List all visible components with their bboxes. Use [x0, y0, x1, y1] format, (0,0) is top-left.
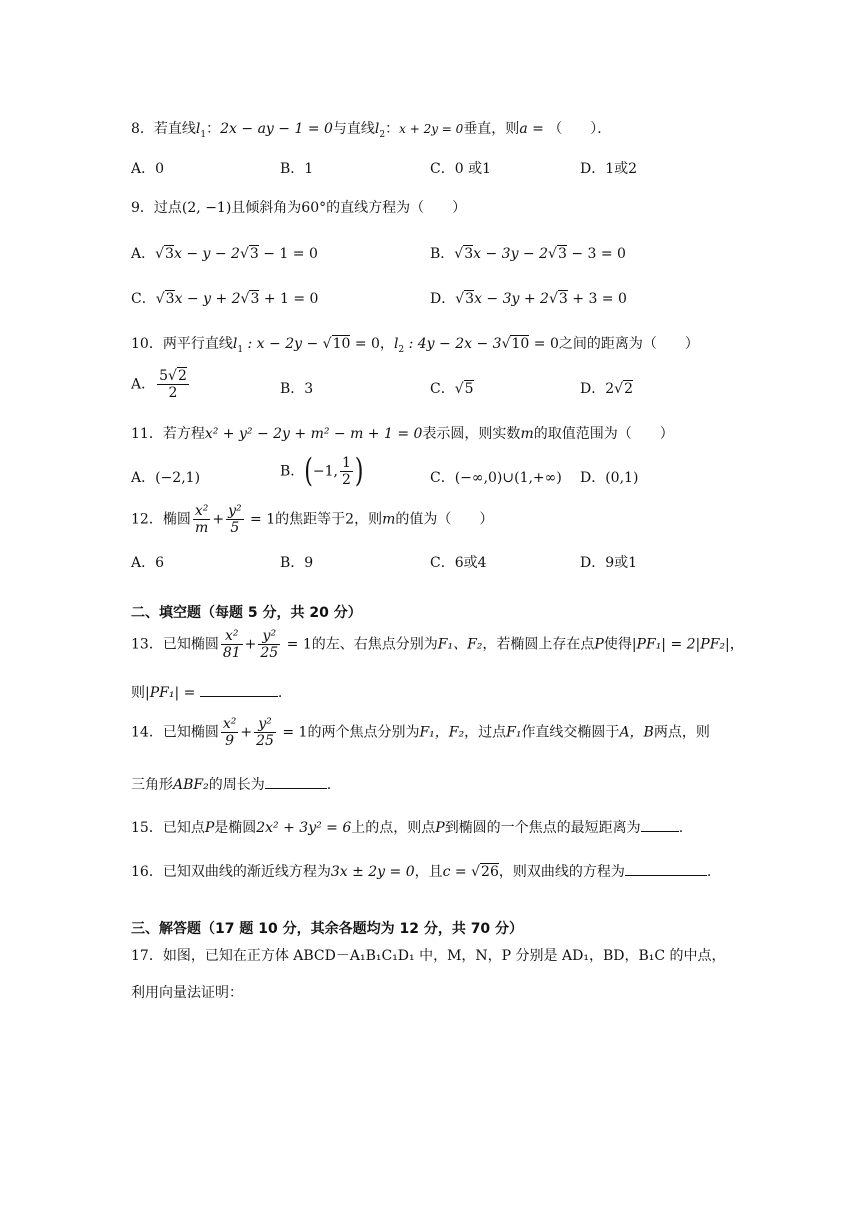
q12-two: 2: [345, 511, 355, 528]
q8-colon2: ：: [385, 121, 400, 137]
q12-option-b: B．9: [280, 555, 314, 571]
q11-text: 若方程: [162, 426, 205, 442]
question-14: 14．已知椭圆 $\frac{\text{x²}}{9}$ + $\frac{\text{y²}}{25}$ = 1的两个焦点分别为F₁，F₂，过点F₁作直线交椭圆于A，B两点，则: [131, 716, 710, 750]
q13-f1-num: x²: [221, 628, 243, 645]
q9-option-d-label: D．: [430, 291, 456, 307]
q8-eq2: x + 2y = 0: [399, 122, 464, 136]
q9-a-rad2: 3: [249, 246, 259, 262]
q12-text: 椭圆: [162, 511, 191, 528]
q14-f1-den: 9: [225, 733, 235, 750]
q14-text4: 作直线交椭圆于: [521, 724, 620, 741]
q16-text4: .: [706, 864, 712, 880]
q14-line2c: .: [326, 777, 332, 793]
q15-text4: 到椭圆的一个焦点的最短距离为: [444, 820, 641, 836]
q15-text3: 上的点，则点: [351, 820, 436, 836]
q12-f1-num: x²: [194, 503, 209, 519]
q8-option-b: B．1: [280, 161, 314, 177]
q13-foci: F₁、F₂: [437, 636, 483, 653]
question-12: 12．椭圆 $\frac{\text{x²}}{m}$ + $\frac{\text{y²}}{5}$ = 1的焦距等于2，则m的值为（ ）: [131, 503, 494, 537]
q16-rad: 26: [481, 864, 499, 880]
q10-d-rad: 2: [624, 381, 633, 397]
q15-equation: 2x² + 3y² = 6: [256, 820, 352, 836]
q14-frac2: [254, 716, 276, 749]
q9-text: 过点: [153, 200, 182, 216]
q9-option-a-label: A．: [131, 246, 156, 262]
q10-a-den: 2: [168, 385, 178, 402]
q16-equation: 3x ± 2y = 0: [330, 864, 415, 880]
q9-text3: 的直线方程为（ ）: [326, 200, 467, 216]
q8-text2: 与直线: [332, 121, 375, 137]
q13-line2c: .: [277, 685, 283, 701]
q12-text2: 的焦距等于: [275, 511, 346, 528]
q11-text2: 表示圆，则实数: [422, 426, 521, 442]
q10-l1: l: [232, 336, 238, 352]
q12-var: m: [382, 511, 396, 528]
q9-option-c-label: C．: [131, 291, 156, 307]
q10-l2-sub: 2: [398, 344, 405, 355]
q14-answer-blank[interactable]: [265, 776, 327, 789]
q11-option-a: A．(−2,1): [131, 470, 201, 486]
q10-d-label: D．: [580, 381, 606, 397]
q9-option-d: D．√3x − 3y + 2√3 + 3 = 0: [430, 291, 627, 307]
q11-var: m: [520, 426, 534, 442]
q9-option-b: B．√3x − 3y − 2√3 − 3 = 0: [430, 246, 626, 262]
q9-d-rad2: 3: [558, 291, 568, 307]
q12-option-a: A．6: [131, 555, 165, 571]
q15-text5: .: [678, 820, 684, 836]
q9-option-b-label: B．: [430, 246, 455, 262]
q14-line2a: 三角形: [131, 777, 173, 793]
q12-f1-den: m: [194, 520, 209, 537]
q10-c-label: C．: [430, 381, 455, 397]
q10-eq2b: = 0: [529, 336, 559, 352]
q11-b-den: 2: [341, 472, 351, 489]
q8-option-a: A．0: [131, 161, 165, 177]
q13-number: 13．: [131, 636, 163, 653]
q11-equation: x² + y² − 2y + m² − m + 1 = 0: [204, 426, 423, 442]
q15-text: 已知点: [162, 820, 205, 836]
q11-b-label: B．: [280, 463, 305, 480]
q12-text4: 的值为（ ）: [395, 511, 494, 528]
q13-text4: 使得: [603, 636, 632, 653]
section-2-heading: 二、填空题（每题 5 分，共 20 分）: [131, 605, 362, 621]
question-16: 16．已知双曲线的渐近线方程为3x ± 2y = 0，且c = √26，则双曲线的方程为 .: [131, 864, 712, 880]
question-17: 17．如图，已知在正方体 ABCD－A₁B₁C₁D₁ 中，M，N，P 分别是 AD₁，BD，B₁C 的中点，: [131, 948, 726, 964]
q10-option-a: [131, 368, 191, 401]
question-13-line2: [131, 682, 282, 702]
q13-line2b: |PF₁| =: [145, 685, 200, 701]
q12-text3: ，则: [354, 511, 383, 528]
q13-text5: ，: [729, 636, 744, 653]
question-14-line2: [131, 774, 331, 794]
question-15: [131, 817, 683, 837]
q10-a-coef: 5: [159, 368, 169, 384]
q8-option-c: C．0 或1: [430, 161, 491, 177]
q13-f2-num: y²: [258, 628, 280, 645]
q14-triangle: ABF₂: [173, 777, 209, 793]
q12-f2-num: y²: [228, 503, 242, 519]
q14-frac1: [221, 716, 239, 749]
q11-b-left: −1,: [312, 463, 338, 480]
q10-number: 10．: [131, 336, 163, 352]
q10-c-rad: 5: [464, 381, 474, 397]
question-11: [131, 423, 674, 443]
q9-c-rad1: 3: [165, 291, 175, 307]
q15-answer-blank[interactable]: [641, 819, 679, 832]
section-3-heading: 三、解答题（17 题 10 分，其余各题均为 12 分，共 70 分）: [131, 921, 524, 937]
q14-f2-den: 25: [256, 733, 274, 750]
q8-text: 若直线: [153, 121, 196, 137]
q8-text3: 垂直，则: [463, 121, 520, 137]
q12-eq: = 1: [245, 511, 276, 528]
q14-line2b: 的周长为: [208, 777, 265, 793]
q10-option-d: D．2√2: [580, 381, 633, 397]
q9-d-mid: x − 3y + 2: [474, 291, 549, 307]
q14-number: 14．: [131, 724, 163, 741]
q12-f2-den: 5: [230, 520, 240, 537]
q9-angle: 60°: [301, 200, 327, 216]
q16-number: 16．: [131, 864, 163, 880]
q8-l2: l: [374, 121, 380, 137]
q10-eq2a: : 4y − 2x − 3: [404, 336, 502, 352]
q15-p: P: [204, 820, 215, 836]
q14-foci: F₁，F₂: [419, 724, 465, 741]
q10-a-rad: 2: [177, 368, 187, 384]
q10-eq1b: = 0，: [350, 336, 394, 352]
q15-text2: 是椭圆: [214, 820, 257, 836]
q9-c-mid: x − y + 2: [174, 291, 241, 307]
q8-colon: ：: [206, 121, 221, 137]
q9-a-mid: x − y − 2: [173, 246, 240, 262]
q9-b-end: − 3 = 0: [566, 246, 626, 262]
q14-f1: F₁: [506, 724, 522, 741]
q10-a-label: A．: [131, 376, 156, 393]
q9-d-end: + 3 = 0: [567, 291, 627, 307]
q12-option-c: C．6或4: [430, 555, 487, 571]
q8-eq1: 2x − ay − 1 = 0: [220, 121, 333, 137]
q9-text2: 且倾斜角为: [231, 200, 302, 216]
q8-var: a: [519, 121, 528, 137]
q13-line2a: 则: [131, 685, 145, 701]
q16-text: 已知双曲线的渐近线方程为: [162, 864, 331, 880]
q16-answer-blank[interactable]: [625, 863, 707, 876]
q13-text2: 的左、右焦点分别为: [311, 636, 438, 653]
question-10: 10．两平行直线$l_1$ : x − 2y − √10 = 0，$l_2$ : 4y − 2x − 3√10 = 0之间的距离为（ ）: [131, 336, 699, 355]
q9-option-a: A．√3x − y − 2√3 − 1 = 0: [131, 246, 318, 262]
q9-b-mid: x − 3y − 2: [473, 246, 549, 262]
q8-option-d: D．1或2: [580, 161, 638, 177]
q10-l2: l: [393, 336, 399, 352]
q13-eq: = 1: [282, 636, 312, 653]
q10-option-c: C．√5: [430, 381, 474, 397]
q9-d-rad1: 3: [465, 291, 475, 307]
q12-frac1: [193, 503, 211, 536]
q8-text4: = （ ）．: [527, 121, 612, 137]
q9-c-end: + 1 = 0: [259, 291, 319, 307]
q11-b-fraction: [340, 455, 353, 488]
q11-text3: 的取值范围为（ ）: [533, 426, 674, 442]
question-8: [131, 118, 611, 140]
q13-frac1: [221, 628, 243, 661]
q8-l2-sub: 2: [379, 129, 386, 140]
q13-p: P: [594, 636, 604, 653]
q13-condition: |PF₁| = 2|PF₂|: [631, 636, 730, 653]
q11-option-c: C．(−∞,0)∪(1,+∞): [430, 470, 562, 486]
q9-option-c: C．√3x − y + 2√3 + 1 = 0: [131, 291, 319, 307]
question-9: [131, 197, 466, 217]
q11-option-b: B．(−1, $\frac{1}{2}$ ): [280, 452, 364, 491]
q14-ab: A，B: [619, 724, 654, 741]
q10-eq1a: : x − 2y −: [243, 336, 323, 352]
q16-text2: ，且: [414, 864, 443, 880]
q11-option-d: D．(0,1): [580, 470, 639, 486]
q9-c-rad2: 3: [250, 291, 260, 307]
q10-option-b: B．3: [280, 381, 314, 397]
q10-l1-sub: 1: [237, 344, 244, 355]
q10-eq1-rad: 10: [332, 336, 351, 352]
q16-text3: ，则双曲线的方程为: [498, 864, 625, 880]
q10-eq2-rad: 10: [511, 336, 530, 352]
q13-frac2: [258, 628, 280, 661]
q12-number: 12．: [131, 511, 163, 528]
q8-number: 8．: [131, 121, 154, 137]
question-13: 13．已知椭圆 $\frac{\text{x²}}{81}$ + $\frac{\text{y²}}{25}$ = 1的左、右焦点分别为F₁、F₂，若椭圆上存在点P使得|PF₁| = 2|PF₂|，: [131, 628, 744, 662]
q9-point: (2, −1): [181, 200, 232, 216]
q14-f1-num: x²: [222, 716, 237, 732]
q14-text5: 两点，则: [653, 724, 710, 741]
q10-d-coef: 2: [605, 381, 615, 397]
q14-text2: 的两个焦点分别为: [307, 724, 420, 741]
q13-text: 已知椭圆: [162, 636, 219, 653]
question-17-line2: 利用向量法证明：: [131, 985, 243, 1001]
q10-text: 两平行直线: [162, 336, 233, 352]
q9-b-rad1: 3: [464, 246, 474, 262]
q14-eq: = 1: [277, 724, 308, 741]
q12-frac2: [226, 503, 244, 536]
q15-p2: P: [435, 820, 445, 836]
q13-f2-den: 25: [260, 645, 279, 662]
q11-b-num: 1: [341, 455, 351, 471]
q13-f1-den: 81: [222, 645, 241, 662]
q8-l1: l: [195, 121, 201, 137]
q13-answer-blank[interactable]: [200, 684, 278, 697]
q13-text3: ，若椭圆上存在点: [482, 636, 595, 653]
q14-f2-num: y²: [254, 716, 276, 733]
q8-l1-sub: 1: [200, 129, 207, 140]
q10-a-fraction: $\frac{5√2}{2}$: [159, 368, 187, 402]
q16-c: c =: [442, 864, 472, 880]
q9-b-rad2: 3: [557, 246, 567, 262]
q9-number: 9．: [131, 200, 154, 216]
q14-text3: ，过点: [464, 724, 507, 741]
q15-number: 15．: [131, 820, 163, 836]
q11-number: 11．: [131, 426, 163, 442]
q9-a-rad1: 3: [165, 246, 174, 262]
q9-a-end: − 1 = 0: [258, 246, 318, 262]
q10-text2: 之间的距离为（ ）: [558, 336, 699, 352]
q14-text: 已知椭圆: [162, 724, 219, 741]
q12-option-d: D．9或1: [580, 555, 638, 571]
